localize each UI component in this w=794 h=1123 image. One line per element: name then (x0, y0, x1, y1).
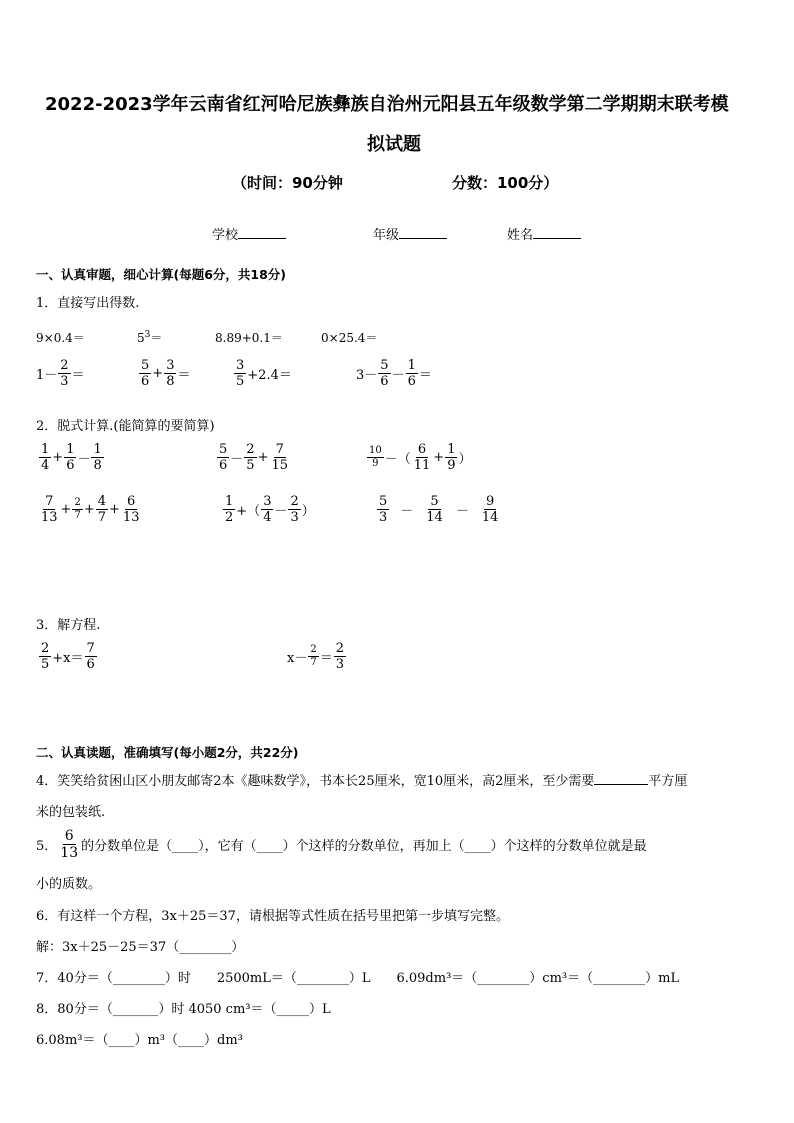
q2-item-3: $\frac{10}{9}$ －（ $\frac{6}{11}$ + $\frac{1}{9}$ ） (369, 442, 472, 473)
question-8: 8．80分＝（_______）时 4050 cm³＝（_____）L (36, 1002, 331, 1017)
q2-item-6: $\frac{5}{3}$ － $\frac{5}{14}$ － $\frac{9}{14}$ (379, 494, 499, 525)
q1-item-3: 8.89+0.1＝ (215, 331, 283, 345)
school-field (212, 224, 286, 243)
title-line-1: 2022-2023学年云南省红河哈尼族彝族自治州元阳县五年级数学第二学期期末联考模 (45, 94, 729, 115)
question-8-part-2: 6.08m³＝（____）m³（____）dm³ (36, 1033, 243, 1048)
q1-item-8: 3－ $\frac{5}{6}$ － $\frac{1}{6}$ ＝ (356, 358, 432, 389)
q2-item-4: $\frac{7}{13}$ + $\frac{2}{7}$ + $\frac{4}{7}$ + $\frac{6}{13}$ (41, 494, 140, 525)
q3-equation-1: $\frac{2}{5}$ +x＝ $\frac{7}{6}$ (41, 641, 95, 672)
question-4-line-2: 米的包装纸. (36, 805, 106, 820)
grade-label: 年级 (373, 228, 400, 243)
q1-item-2: $5^3=$ (137, 330, 163, 345)
score-label: 分数：100分） (452, 174, 559, 192)
q2-item-2: $\frac{5}{6}$ － $\frac{2}{5}$ + $\frac{7}{15}$ (219, 442, 289, 473)
section-2-heading: 二、认真读题，准确填写(每小题2分，共22分) (36, 745, 299, 760)
q1-item-1: 9×0.4＝ (36, 331, 85, 345)
q1-item-5: 1－ $\frac{2}{3}$ ＝ (36, 358, 85, 389)
q2-item-1: $\frac{1}{4}$ + $\frac{1}{6}$ － $\frac{1}{8}$ (41, 442, 102, 473)
grade-blank[interactable] (399, 238, 447, 239)
question-5-line-2: 小的质数。 (36, 877, 102, 892)
q2-item-5: $\frac{1}{2}$ +（ $\frac{3}{4}$ － $\frac{2}{3}$ ） (225, 494, 315, 525)
name-blank[interactable] (533, 238, 581, 239)
school-label: 学校 (212, 228, 239, 243)
time-label: （时间：90分钟 (232, 174, 343, 192)
question-6: 6．有这样一个方程，3x＋25＝37，请根据等式性质在括号里把第一步填写完整。 (36, 909, 509, 924)
q4-blank[interactable] (594, 784, 648, 785)
question-5: 5． $\frac{6}{13}$ 的分数单位是（____），它有（____）个这样的分数单位，再加上（____）个这样的分数单位就是最 (36, 828, 647, 861)
question-7: 7．40分＝（________）时 2500mL＝（________）L 6.09dm³＝（________）cm³＝（________）mL (36, 971, 680, 986)
q1-item-6: $\frac{5}{6}$ + $\frac{3}{8}$ ＝ (141, 358, 191, 389)
question-3: 3．解方程. (36, 618, 101, 633)
question-6-solution: 解：3x＋25－25＝37（________） (36, 940, 245, 955)
question-4: 4．笑笑给贫困山区小朋友邮寄2本《趣味数学》，书本长25厘米，宽10厘米，高2厘米，至少需要 平方厘 (36, 774, 688, 789)
q1-item-4: 0×25.4＝ (321, 331, 378, 345)
school-blank[interactable] (238, 238, 286, 239)
name-label: 姓名 (507, 228, 534, 243)
title-line-2: 拟试题 (367, 134, 421, 155)
name-field (507, 224, 581, 243)
question-2: 2．脱式计算.(能简算的要简算) (36, 419, 215, 434)
q3-equation-2: x－ $\frac{2}{7}$ ＝ $\frac{2}{3}$ (287, 641, 345, 672)
grade-field (373, 224, 447, 243)
question-1: 1．直接写出得数. (36, 296, 140, 311)
section-1-heading: 一、认真审题，细心计算(每题6分，共18分) (36, 267, 287, 282)
q1-item-7: $\frac{3}{5}$ +2.4＝ (236, 358, 292, 389)
